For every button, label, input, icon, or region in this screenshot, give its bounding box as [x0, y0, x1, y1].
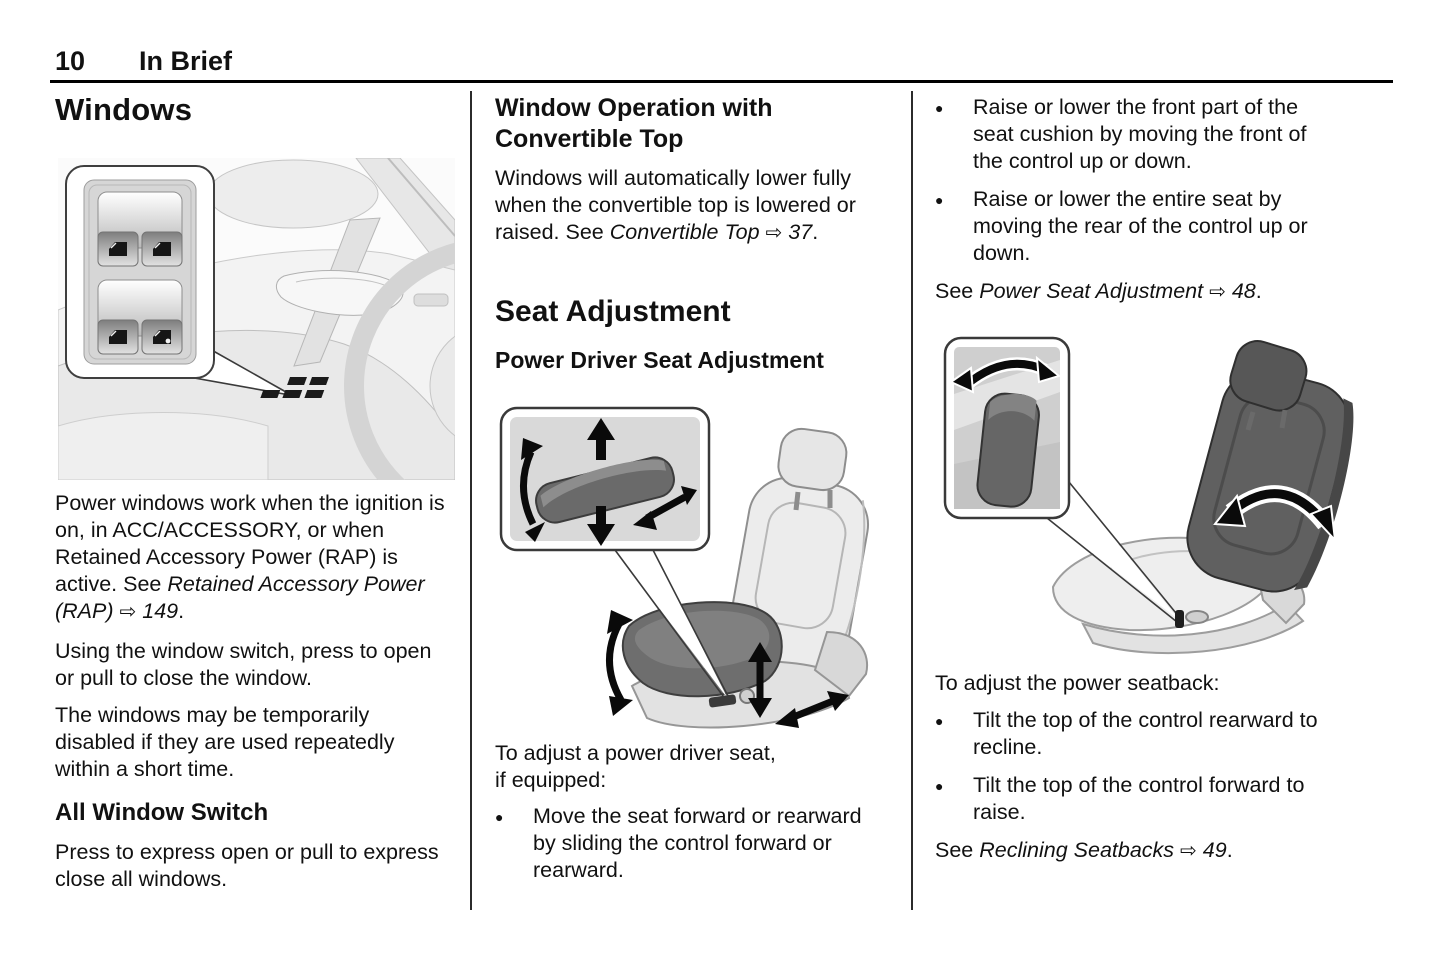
heading-power-driver-seat-adjustment: Power Driver Seat Adjustment [495, 347, 824, 373]
paragraph-text: Power windows work when the ignition is on, in ACC/ACCESSORY, or when Retained Accessory Power (RAP) is active. See [55, 491, 445, 596]
windows-paragraph-3: The windows may be temporarily disabled if they are used repeatedly within a short time. [55, 703, 395, 781]
bullet-text: ● Tilt the top of the control rearward to recline. [973, 708, 1318, 759]
power-seat-adjustment-illustration [497, 404, 907, 741]
heading-seat-adjustment: Seat Adjustment [495, 295, 731, 328]
convertible-top-paragraph [495, 165, 899, 247]
heading-window-operation-convertible-top: Window Operation with Convertible Top [495, 94, 773, 153]
paragraph-text: . [1255, 279, 1262, 303]
paragraph-text: To adjust a power driver seat, [495, 741, 776, 765]
bullet-text: ● Raise or lower the front part of the seat cushion by moving the front of the control up or down. [973, 95, 1307, 173]
cross-reference: Retained Accessory Power (RAP) [55, 572, 425, 623]
power-driver-seat-paragraph [495, 740, 899, 794]
all-window-switch-paragraph: Press to express open or pull to express close all windows. [55, 840, 439, 891]
page-number: 10 [55, 46, 86, 76]
windows-paragraph-1 [55, 490, 447, 626]
heading-all-window-switch: All Window Switch [55, 799, 269, 826]
cross-reference: Power Seat Adjustment [979, 279, 1204, 303]
page-arrow-icon: ⇨ [1209, 281, 1226, 303]
list-item [935, 772, 1335, 826]
paragraph-text: if equipped: [495, 768, 607, 792]
cross-reference-page: 37 [788, 220, 813, 244]
bullet-text: ● Tilt the top of the control forward to raise. [973, 773, 1305, 824]
section-title: In Brief [139, 46, 233, 76]
list-item [495, 803, 907, 884]
seatback-recline-illustration [933, 332, 1435, 660]
list-item [935, 707, 1335, 761]
column-separator-1 [470, 91, 472, 910]
window-switches-illustration [58, 158, 455, 480]
cross-reference-page: 149 [142, 599, 179, 623]
heading-windows: Windows [55, 92, 193, 127]
paragraph-text: Windows will automatically lower fully when the convertible top is lowered or raised. See [495, 166, 856, 244]
power-seatback-paragraph: To adjust the power seatback: [935, 671, 1220, 695]
paragraph-text: . [178, 599, 185, 623]
windows-paragraph-2: Using the window switch, press to open or pull to close the window. [55, 639, 432, 690]
paragraph-text: See [935, 279, 980, 303]
paragraph-text: See [935, 838, 980, 862]
list-item [935, 186, 1335, 267]
page-arrow-icon: ⇨ [1180, 840, 1197, 862]
see-reference [935, 837, 1375, 865]
bullet-text: ● Move the seat forward or rearward by sliding the control forward or rearward. [533, 804, 862, 882]
cross-reference-page: 48 [1231, 279, 1256, 303]
page-arrow-icon: ⇨ [765, 222, 783, 244]
header-rule [50, 80, 1393, 83]
bullet-text: ● Raise or lower the entire seat by moving the rear of the control up or down. [973, 187, 1308, 265]
paragraph-text: . [1226, 838, 1233, 862]
list-item [935, 94, 1335, 175]
cross-reference: Reclining Seatbacks [979, 838, 1175, 862]
column-separator-2 [911, 91, 913, 910]
cross-reference-page: 49 [1202, 838, 1227, 862]
paragraph-text: . [812, 220, 819, 244]
see-reference [935, 278, 1375, 306]
page-arrow-icon: ⇨ [119, 601, 137, 623]
cross-reference: Convertible Top [609, 220, 760, 244]
